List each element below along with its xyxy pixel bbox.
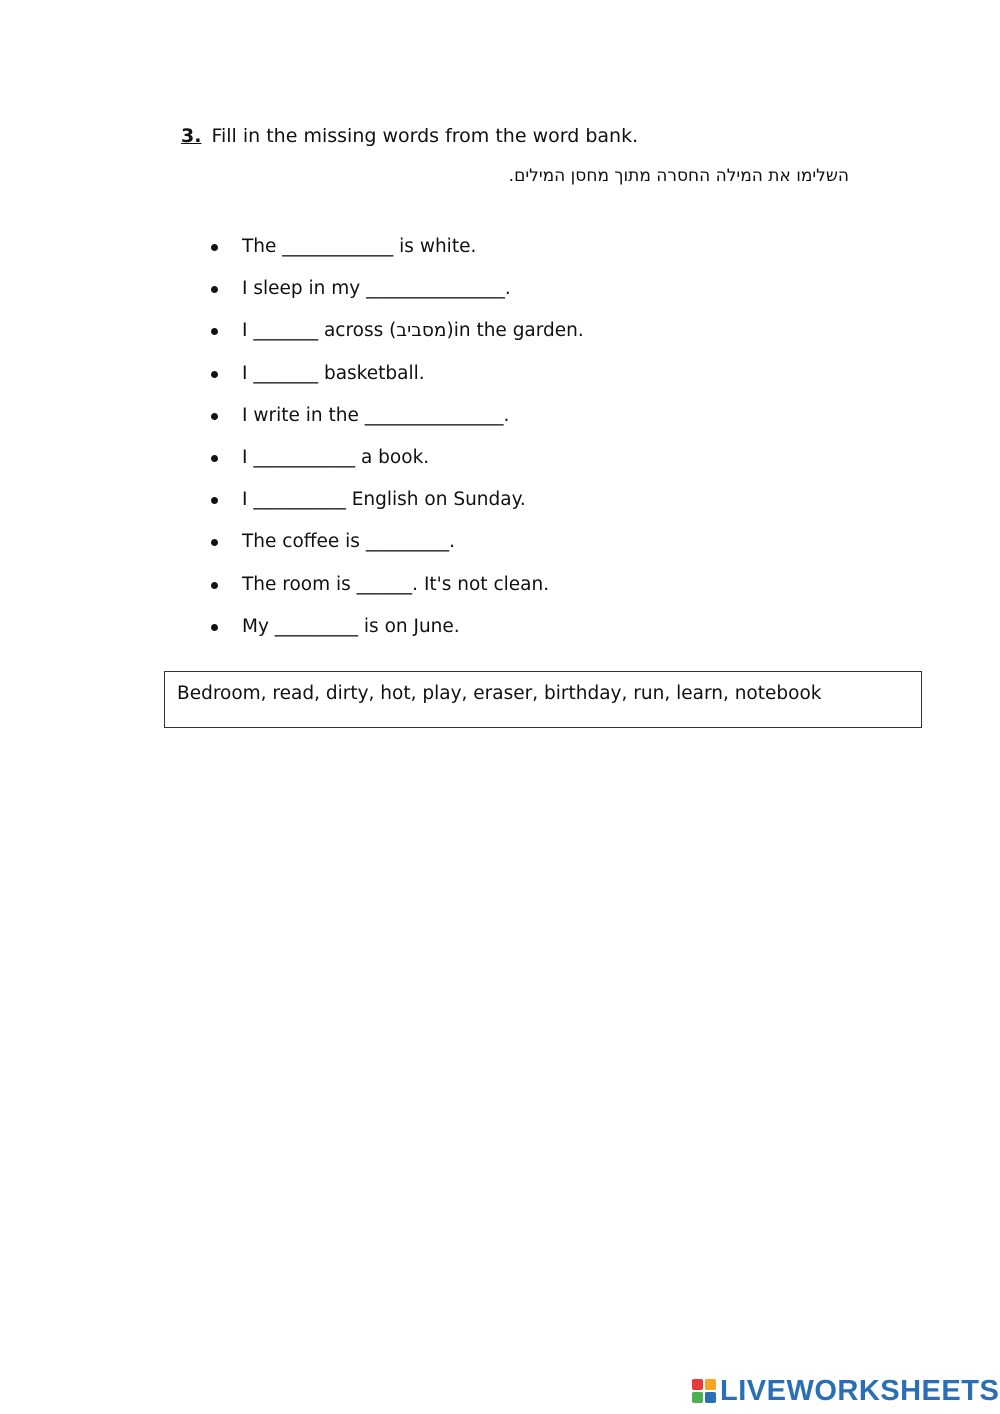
bullet-icon bbox=[211, 497, 218, 504]
sentence-text: The room is ______. It's not clean. bbox=[242, 573, 550, 595]
sentence-item bbox=[208, 443, 584, 485]
brand-name: LIVEWORKSHEETS bbox=[720, 1375, 1000, 1407]
logo-square-orange bbox=[705, 1379, 716, 1390]
sentence-item bbox=[208, 527, 584, 569]
hebrew-instruction: השלימו את המילה החסרה מתוך מחסן המילים. bbox=[508, 166, 849, 186]
brand-footer bbox=[692, 1374, 999, 1408]
sentence-list bbox=[208, 232, 584, 654]
sentence-text: My _________ is on June. bbox=[242, 615, 460, 637]
sentence-text: I _______ across (מסביב)in the garden. bbox=[242, 320, 584, 342]
bullet-icon bbox=[211, 286, 218, 293]
sentence-text: I sleep in my _______________. bbox=[242, 278, 511, 300]
sentence-item bbox=[208, 316, 584, 358]
question-header bbox=[181, 122, 638, 150]
bullet-icon bbox=[211, 539, 218, 546]
logo-square-blue bbox=[705, 1392, 716, 1403]
bullet-icon bbox=[211, 582, 218, 589]
sentence-text: I write in the _______________. bbox=[242, 404, 510, 426]
logo-square-red bbox=[692, 1379, 703, 1390]
sentence-text: I __________ English on Sunday. bbox=[242, 489, 526, 511]
sentence-item bbox=[208, 359, 584, 401]
liveworksheets-logo-icon bbox=[692, 1379, 716, 1403]
sentence-item bbox=[208, 570, 584, 612]
sentence-text: The coffee is _________. bbox=[242, 531, 455, 553]
logo-square-green bbox=[692, 1392, 703, 1403]
bullet-icon bbox=[211, 413, 218, 420]
sentence-item bbox=[208, 274, 584, 316]
word-bank: Bedroom, read, dirty, hot, play, eraser, birthday, run, learn, notebook bbox=[164, 671, 922, 728]
bullet-icon bbox=[211, 455, 218, 462]
sentence-item bbox=[208, 612, 584, 654]
sentence-item bbox=[208, 485, 584, 527]
sentence-text: I _______ basketball. bbox=[242, 362, 425, 384]
sentence-text: The ____________ is white. bbox=[242, 236, 477, 257]
question-instruction: Fill in the missing words from the word bank. bbox=[211, 125, 639, 147]
bullet-icon bbox=[211, 328, 218, 335]
question-number: 3. bbox=[181, 125, 202, 147]
sentence-item bbox=[208, 232, 584, 274]
sentence-text: I ___________ a book. bbox=[242, 446, 430, 468]
bullet-icon bbox=[211, 244, 218, 251]
bullet-icon bbox=[211, 624, 218, 631]
sentence-item bbox=[208, 401, 584, 443]
bullet-icon bbox=[211, 371, 218, 378]
